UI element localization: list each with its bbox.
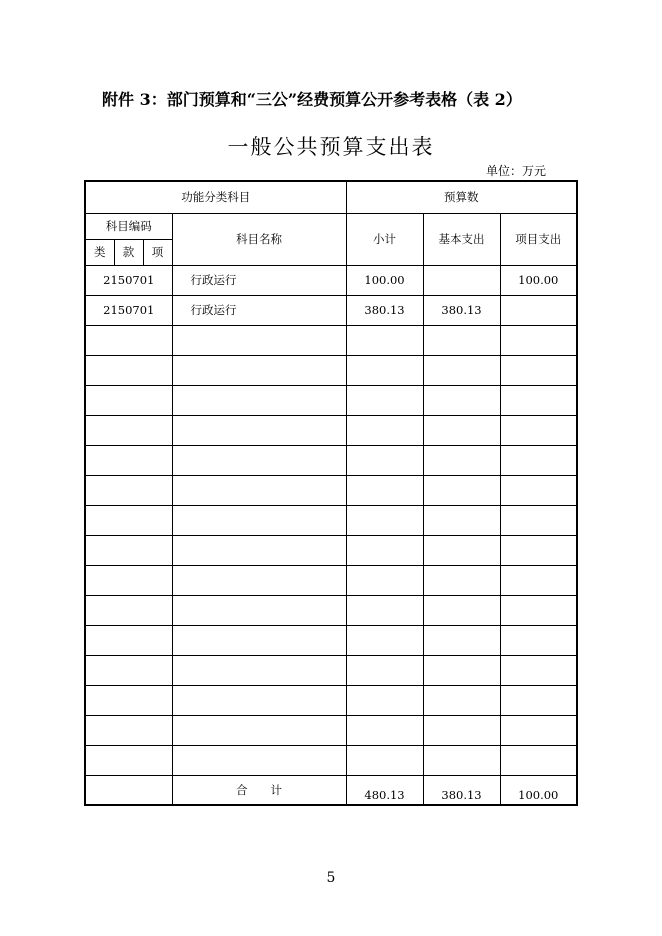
subject-code-header: 科目编码 <box>85 213 172 239</box>
table-title: 一般公共预算支出表 <box>227 135 435 159</box>
subject-name-cell: 行政运行 <box>172 265 346 295</box>
basic-cell <box>423 265 500 295</box>
unit-label: 单位：万元 <box>486 164 547 178</box>
total-project-cell: 100.00 <box>500 775 577 805</box>
subject-name-cell: 行政运行 <box>172 295 346 325</box>
empty-row <box>85 505 577 535</box>
project-cell <box>500 295 577 325</box>
total-row <box>85 775 577 805</box>
subject-name-header: 科目名称 <box>172 213 346 265</box>
code-section-header: 款 <box>114 239 143 265</box>
subtotal-cell: 100.00 <box>346 265 423 295</box>
subtotal-header: 小计 <box>346 213 423 265</box>
empty-row <box>85 445 577 475</box>
header-row-columns <box>85 213 577 239</box>
empty-row <box>85 565 577 595</box>
empty-row <box>85 655 577 685</box>
budget-amount-header: 预算数 <box>346 181 577 213</box>
code-item-header: 项 <box>143 239 172 265</box>
empty-row <box>85 415 577 445</box>
project-cell: 100.00 <box>500 265 577 295</box>
empty-row <box>85 745 577 775</box>
empty-row <box>85 355 577 385</box>
basic-expenditure-header: 基本支出 <box>423 213 500 265</box>
project-expenditure-header: 项目支出 <box>500 213 577 265</box>
total-subtotal-cell: 480.13 <box>346 775 423 805</box>
attachment-heading: 附件 3：部门预算和“三公”经费预算公开参考表格（表 2） <box>102 90 522 109</box>
functional-classification-header: 功能分类科目 <box>85 181 346 213</box>
basic-cell: 380.13 <box>423 295 500 325</box>
empty-row <box>85 325 577 355</box>
total-label: 合 计 <box>172 775 346 805</box>
empty-row <box>85 685 577 715</box>
code-class-header: 类 <box>85 239 114 265</box>
budget-expenditure-table <box>84 180 578 806</box>
subtotal-cell: 380.13 <box>346 295 423 325</box>
subject-code-cell: 2150701 <box>85 295 172 325</box>
empty-row <box>85 535 577 565</box>
empty-row <box>85 625 577 655</box>
table-row <box>85 295 577 325</box>
subject-code-cell: 2150701 <box>85 265 172 295</box>
table-row <box>85 265 577 295</box>
total-basic-cell: 380.13 <box>423 775 500 805</box>
empty-row <box>85 595 577 625</box>
empty-row <box>85 385 577 415</box>
page-number: 5 <box>326 870 336 886</box>
header-row-groups <box>85 181 577 213</box>
empty-row <box>85 715 577 745</box>
empty-row <box>85 475 577 505</box>
